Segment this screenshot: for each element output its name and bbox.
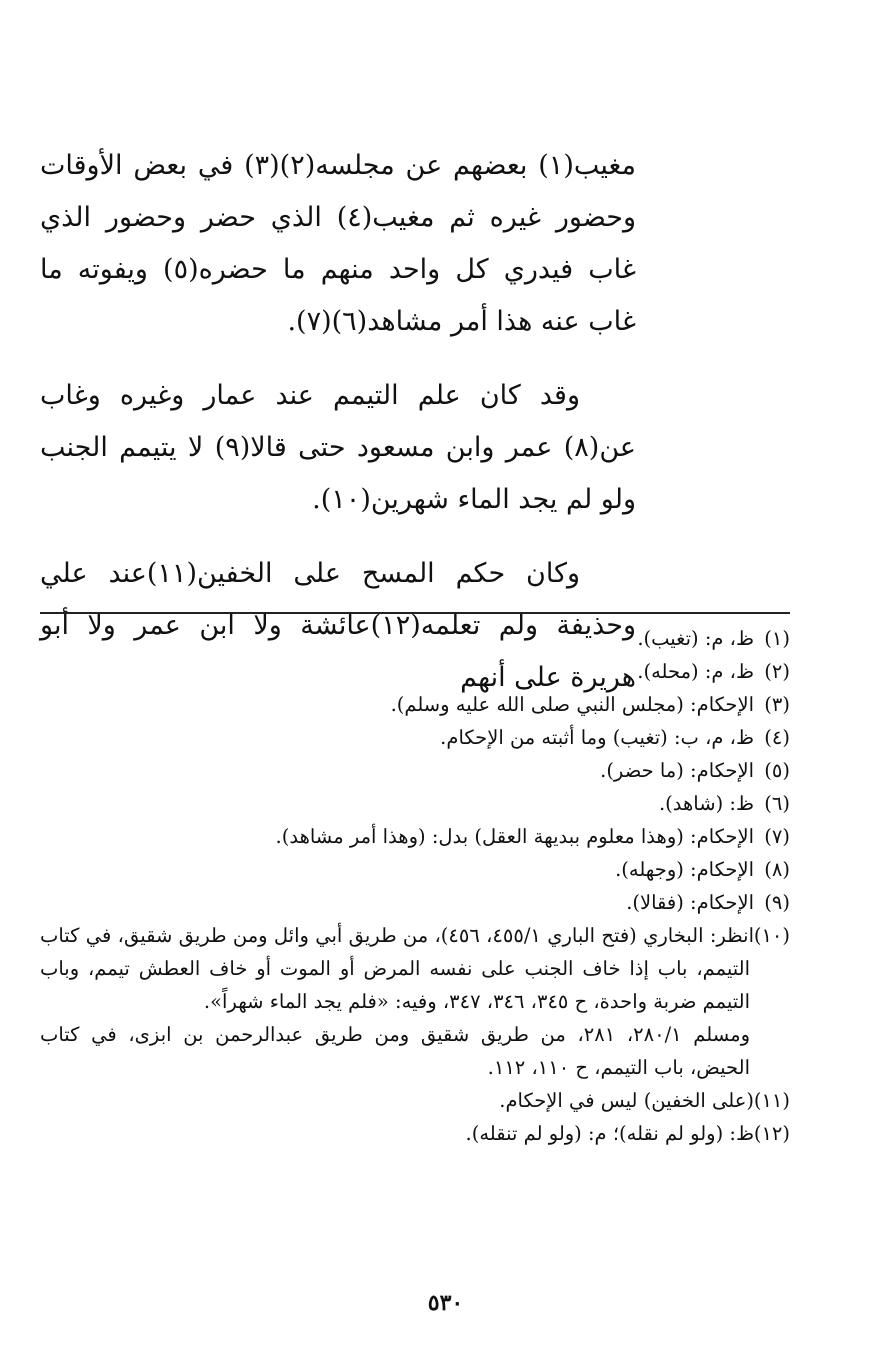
- footnotes: [40, 622, 790, 1150]
- footnote-text: ومسلم ٢٨٠/١، ٢٨١، من طريق شقيق ومن طريق عبدالرحمن بن ابزى، في كتاب الحيض، باب التيمم، ح ١١٠، ١١٢.: [40, 1023, 750, 1079]
- footnote-number: (٤): [764, 726, 790, 749]
- footnote-number: (٥): [764, 759, 790, 782]
- footnote-number: (٢): [764, 660, 790, 683]
- footnote-text: الإحكام: (فقالا).: [626, 891, 754, 914]
- footnote-number: (١٢): [753, 1122, 790, 1145]
- footnote-text: انظر: البخاري (فتح الباري ٤٥٥/١، ٤٥٦)، من طريق أبي وائل ومن طريق شقيق، في كتاب التيمم، باب إذا خاف الجنب على نفسه المرض أو الموت أو خاف العطش تيمم، وباب التيمم ضربة واحدة، ح ٣٤٥، ٣٤٦، ٣٤٧، وفيه: «فلم يجد الماء شهراً».: [40, 924, 754, 1013]
- footnote-text: الإحكام: (ما حضر).: [600, 759, 754, 782]
- paragraph-1: مغيب(١) بعضهم عن مجلسه(٢)(٣) في بعض الأوقات وحضور غيره ثم مغيب(٤) الذي حضر وحضور الذي غاب فيدري كل واحد منهم ما حضره(٥) ويفوته ما غاب عنه هذا أمر مشاهد(٦)(٧).: [40, 150, 636, 337]
- footnote-text: ظ، م: (محله).: [637, 660, 754, 683]
- footnote-9: [40, 886, 790, 919]
- footnote-number: (٧): [764, 825, 790, 848]
- footnote-number: (٩): [764, 891, 790, 914]
- footnote-text: الإحكام: (مجلس النبي صلى الله عليه وسلم).: [390, 693, 754, 716]
- footnote-number: (١): [764, 627, 790, 650]
- footnote-divider: [40, 612, 790, 614]
- footnote-number: (١٠): [753, 924, 790, 947]
- footnote-7: [40, 820, 790, 853]
- footnote-text: ظ، م، ب: (تغيب) وما أثبته من الإحكام.: [440, 726, 754, 749]
- page-number: ٥٣٠: [427, 1290, 464, 1316]
- footnote-8: [40, 853, 790, 886]
- footnote-12: [40, 1117, 790, 1150]
- footnote-11: [40, 1084, 790, 1117]
- paragraph-3: وكان حكم المسح على الخفين(١١)عند علي وحذيفة ولم تعلمه(١٢)عائشة ولا ابن عمر ولا أبو هريرة على أنهم: [40, 558, 637, 693]
- footnote-number: (٦): [764, 792, 790, 815]
- footnote-text: (على الخفين) ليس في الإحكام.: [499, 1089, 754, 1112]
- footnote-text: ظ، م: (تغيب).: [637, 627, 754, 650]
- footnote-3: [40, 688, 790, 721]
- paragraph-2: وقد كان علم التيمم عند عمار وغيره وغاب عن(٨) عمر وابن مسعود حتى قالا(٩) لا يتيمم الجنب ولو لم يجد الماء شهرين(١٠).: [40, 380, 636, 515]
- footnote-2: [40, 655, 790, 688]
- footnote-10-continuation: [40, 1018, 790, 1084]
- footnote-text: ظ: (ولو لم نقله)؛ م: (ولو لم تنقله).: [465, 1122, 754, 1145]
- footnote-10: [40, 919, 790, 1018]
- footnote-1: [40, 622, 790, 655]
- footnote-text: الإحكام: (وهذا معلوم ببديهة العقل) بدل: (وهذا أمر مشاهد).: [275, 825, 754, 848]
- footnote-number: (٨): [764, 858, 790, 881]
- footnote-6: [40, 787, 790, 820]
- footnote-number: (١١): [753, 1089, 790, 1112]
- footnote-5: [40, 754, 790, 787]
- footnote-text: ظ: (شاهد).: [658, 792, 754, 815]
- footnote-number: (٣): [764, 693, 790, 716]
- footnote-4: [40, 721, 790, 754]
- footnote-text: الإحكام: (وجهله).: [615, 858, 754, 881]
